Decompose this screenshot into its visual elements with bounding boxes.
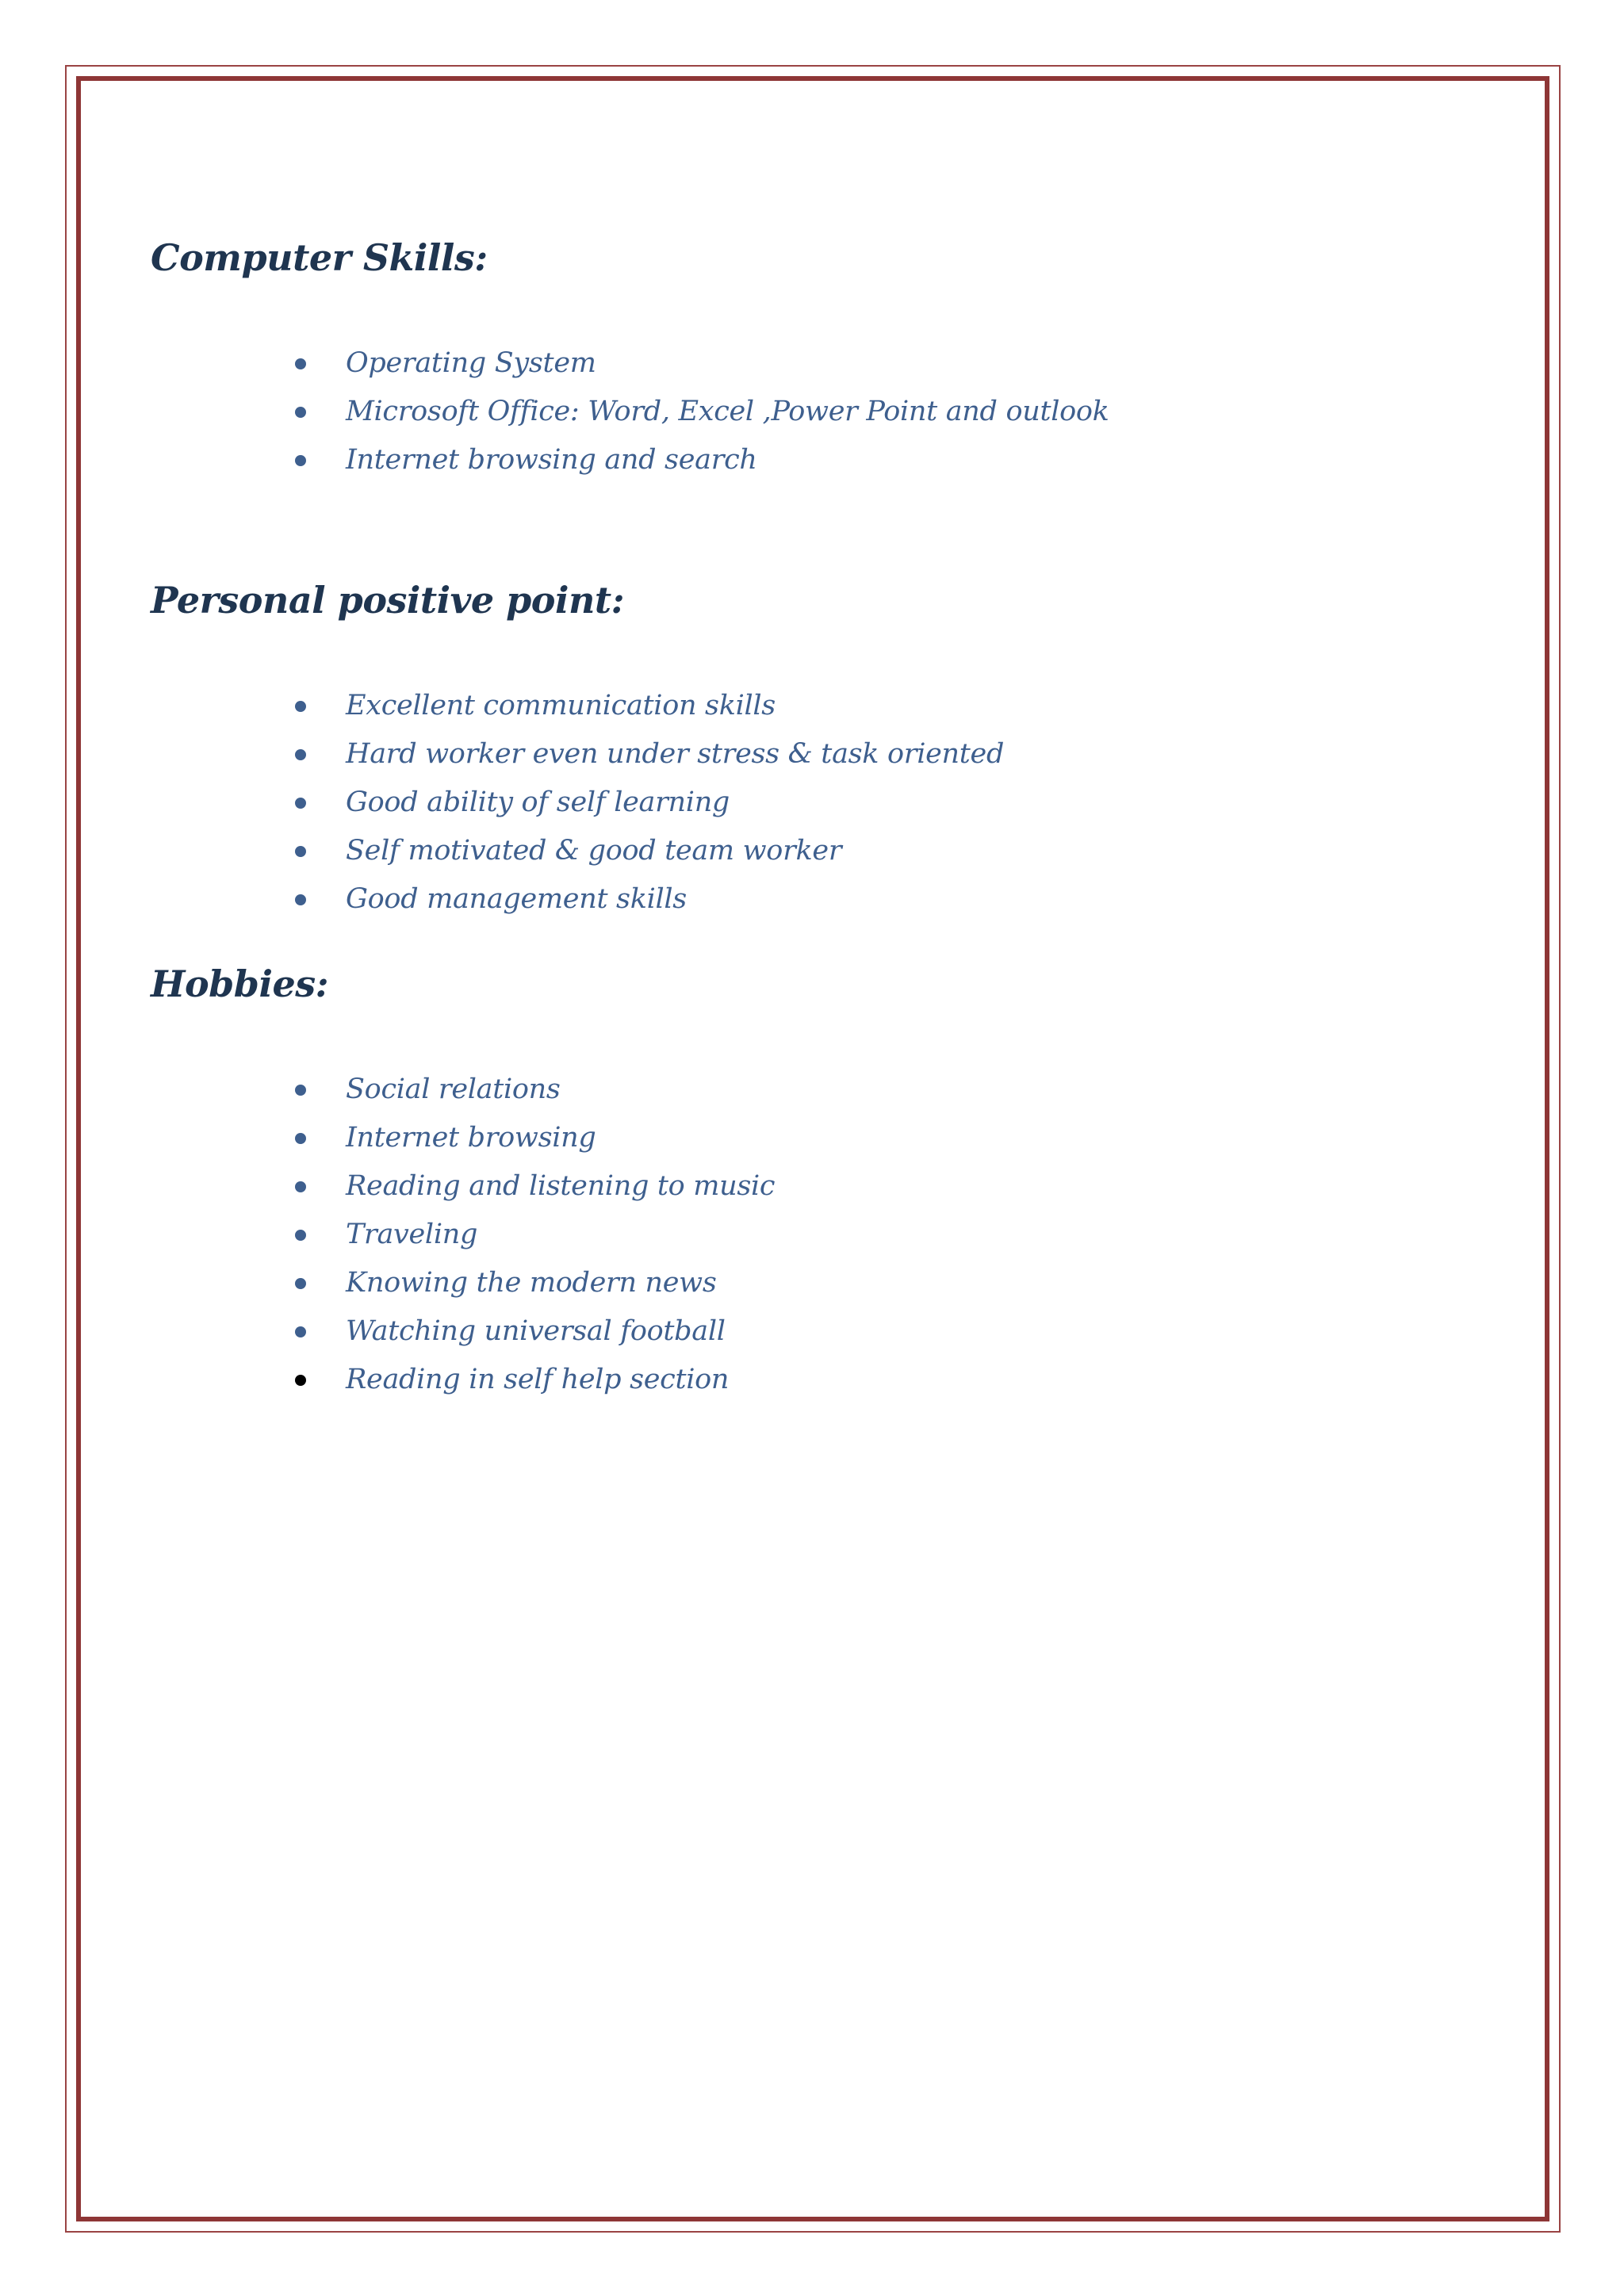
list-item-text: Knowing the modern news — [346, 1267, 717, 1299]
list-personal-points — [293, 682, 1004, 924]
bullet-icon — [295, 798, 306, 809]
bullet-icon — [295, 1326, 306, 1337]
bullet-icon — [295, 1230, 306, 1241]
list-item — [293, 827, 1004, 875]
section-title-hobbies: Hobbies: — [151, 962, 329, 1005]
list-item-text: Social relations — [346, 1073, 561, 1105]
bullet-icon — [295, 1085, 306, 1096]
bullet-icon — [295, 1133, 306, 1144]
list-item — [293, 1114, 775, 1162]
list-item — [293, 1259, 775, 1307]
list-item — [293, 388, 1109, 436]
list-item — [293, 779, 1004, 827]
bullet-icon — [295, 1375, 306, 1386]
list-item-text: Operating System — [346, 347, 596, 379]
list-item — [293, 436, 1109, 484]
bullet-icon — [295, 358, 306, 369]
list-item-text: Watching universal football — [346, 1315, 726, 1347]
bullet-icon — [295, 407, 306, 418]
list-item-text: Reading and listening to music — [346, 1170, 776, 1202]
list-item-text: Reading in self help section — [346, 1364, 730, 1395]
bullet-icon — [295, 1181, 306, 1192]
list-item-text: Good management skills — [346, 883, 687, 915]
list-item-text: Traveling — [346, 1219, 478, 1250]
list-item — [293, 730, 1004, 779]
list-item — [293, 682, 1004, 730]
list-item — [293, 1162, 775, 1211]
bullet-icon — [295, 455, 306, 466]
bullet-icon — [295, 749, 306, 760]
list-item-text: Internet browsing — [346, 1122, 596, 1154]
list-item-text: Internet browsing and search — [346, 444, 757, 476]
section-title-computer-skills: Computer Skills: — [151, 236, 488, 279]
list-item — [293, 875, 1004, 924]
list-item — [293, 1066, 775, 1114]
list-item — [293, 1211, 775, 1259]
list-item-text: Self motivated & good team worker — [346, 835, 842, 867]
list-item-text: Microsoft Office: Word, Excel ,Power Point and outlook — [346, 396, 1109, 427]
list-computer-skills — [293, 339, 1109, 484]
bullet-icon — [295, 894, 306, 905]
list-item-text: Good ability of self learning — [346, 786, 730, 818]
list-item — [293, 339, 1109, 388]
bullet-icon — [295, 1278, 306, 1289]
bullet-icon — [295, 846, 306, 857]
list-hobbies — [293, 1066, 775, 1404]
list-item — [293, 1307, 775, 1356]
list-item-text: Excellent communication skills — [346, 690, 776, 721]
bullet-icon — [295, 701, 306, 712]
list-item-text: Hard worker even under stress & task oriented — [346, 738, 1005, 770]
list-item — [293, 1356, 775, 1404]
section-title-personal-points: Personal positive point: — [151, 579, 625, 622]
